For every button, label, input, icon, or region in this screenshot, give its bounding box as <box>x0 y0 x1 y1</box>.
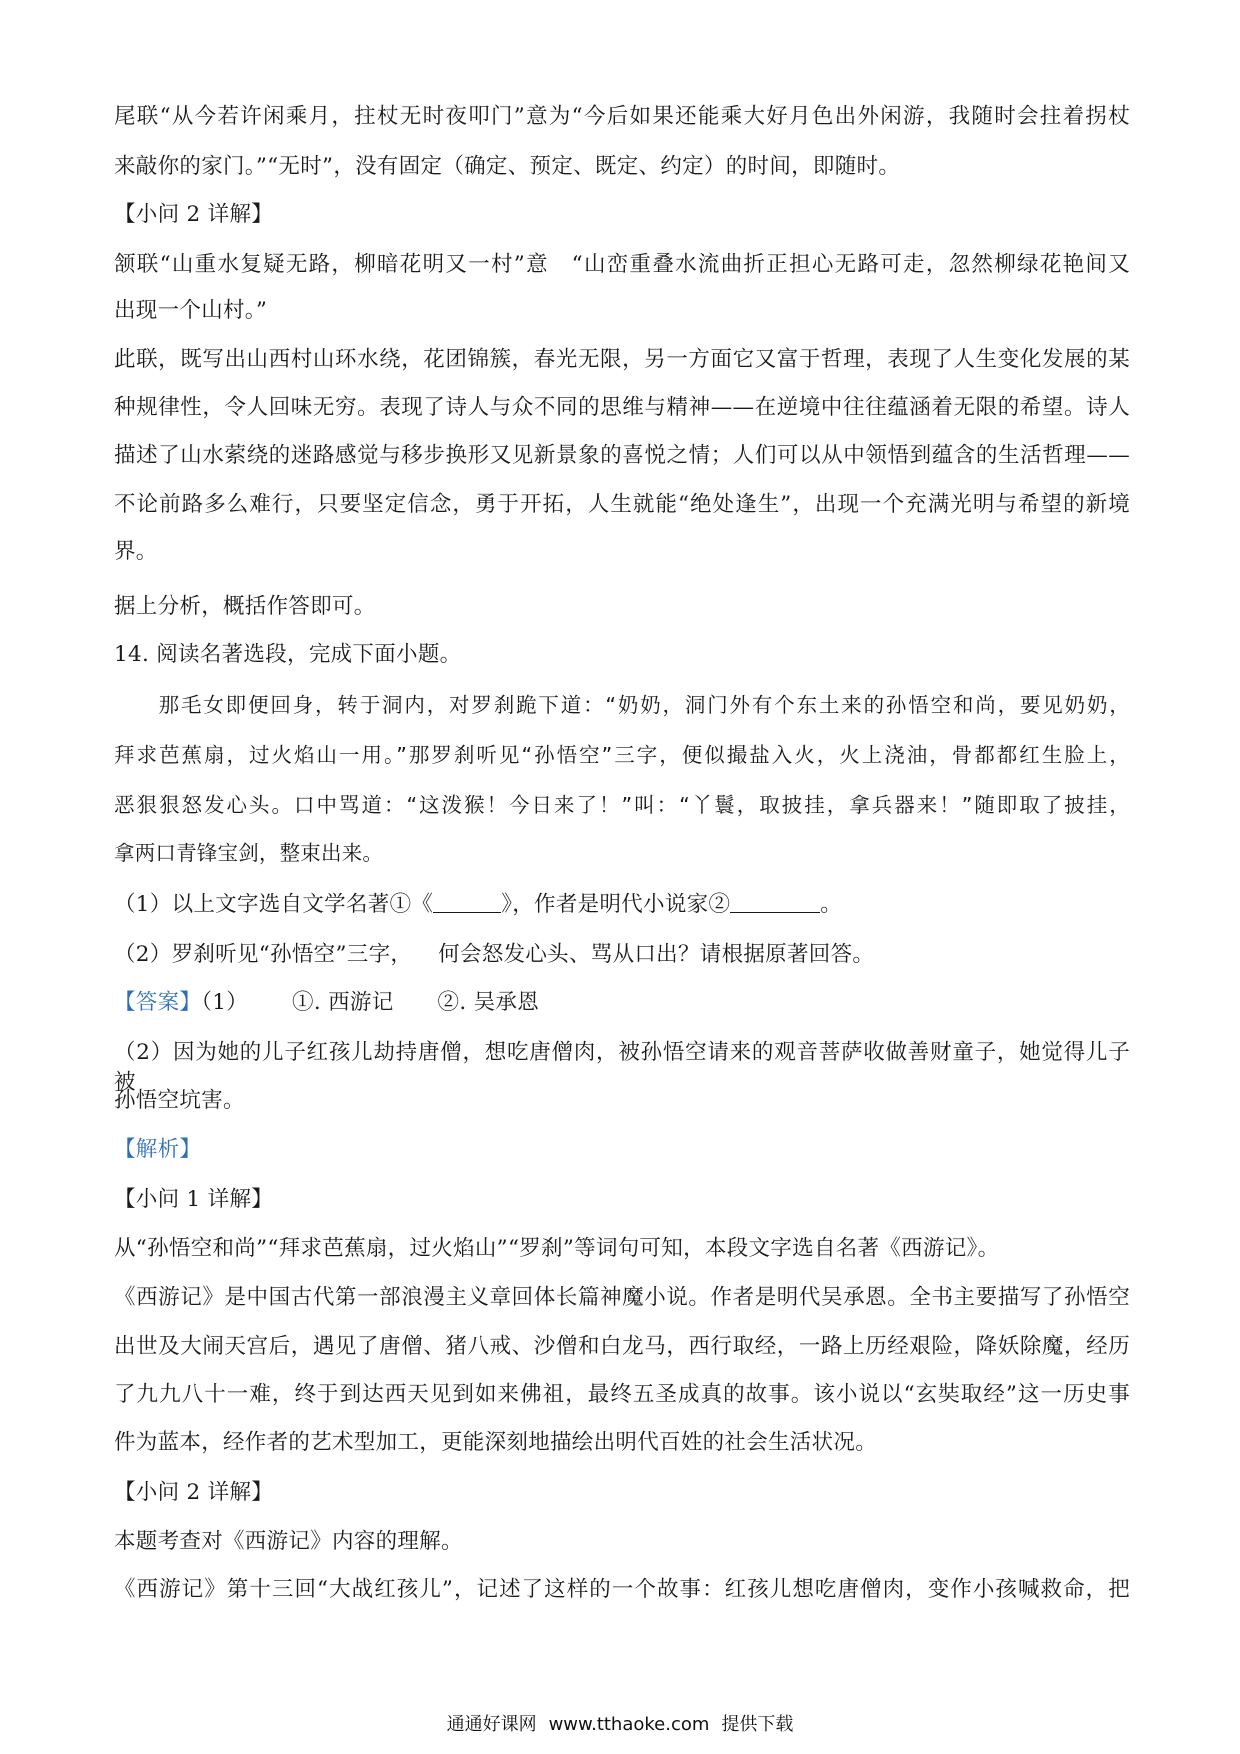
analysis-s2-line2: 出世及大闹天宫后，遇见了唐僧、猪八戒、沙僧和白龙马，西行取经，一路上历经艰险，降妖除魔，经历 <box>114 1334 1130 1359</box>
para2-line1: 颔联“山重水复疑无路，柳暗花明又一村”意 “山峦重叠水流曲折正担心无路可走，忽然柳绿花艳间又 <box>114 252 1130 277</box>
para3-line1: 此联，既写出山西村山环水绕，花团锦簇，春光无限，另一方面它又富于哲理，表现了人生变化发展的某 <box>114 347 1130 372</box>
para3-line4: 不论前路多么难行，只要坚定信念，勇于开拓，人生就能“绝处逢生”，出现一个充满光明与希望的新境 <box>114 492 1130 517</box>
analysis-s2-line4: 件为蓝本，经作者的艺术型加工，更能深刻地描绘出明代百姓的社会生活状况。 <box>114 1430 878 1455</box>
passage-line2: 拜求芭蕉扇，过火焰山一用。”那罗刹听见“孙悟空”三字，便似撮盐入火，火上浇油，骨都都红生脸上， <box>114 743 1130 767</box>
answer-option-2: ②. 吴承恩 <box>437 990 540 1015</box>
answer-option-1: ①. 西游记 <box>292 990 394 1015</box>
question-14-1 <box>114 890 1130 920</box>
answer-q2-line2: 孙悟空坑害。 <box>114 1088 245 1113</box>
question-14-2 <box>114 940 1130 970</box>
answer-q1-prefix: （1） <box>201 990 249 1015</box>
para3-line3: 描述了山水萦绕的迷路感觉与移步换形又见新景象的喜悦之情；人们可以从中领悟到蕴含的生活哲理—— <box>114 443 1130 468</box>
analysis-s1: 从“孙悟空和尚”“拜求芭蕉扇，过火焰山”“罗刹”等词句可知，本段文字选自名著《西游记》。 <box>114 1236 1000 1261</box>
passage-line4: 拿两口青锋宝剑，整束出来。 <box>114 841 384 865</box>
answer-label: 【答案】 <box>114 990 202 1015</box>
analysis-t1: 本题考查对《西游记》内容的理解。 <box>114 1529 463 1554</box>
analysis-label: 【解析】 <box>114 1137 202 1162</box>
footer-url[interactable]: www.tthaoke.com <box>548 1714 710 1735</box>
analysis-s2-line3: 了九九八十一难，终于到达西天见到如来佛祖，最终五圣成真的故事。该小说以“玄奘取经”这一历史事 <box>114 1382 1130 1407</box>
page-footer <box>0 1712 1240 1738</box>
footer-suffix: 提供下载 <box>721 1714 794 1735</box>
para1-line1: 尾联“从今若许闲乘月，拄杖无时夜叩门”意为“今后如果还能乘大好月色出外闲游，我随时会拄着拐杖 <box>114 104 1130 129</box>
answer-blank-1 <box>433 890 501 913</box>
analysis-t2: 《西游记》第十三回“大战红孩儿”，记述了这样的一个故事：红孩儿想吃唐僧肉，变作小孩喊救命，把 <box>114 1577 1130 1602</box>
q1-text-a: （1）以上文字选自文学名著①《 <box>114 892 434 917</box>
passage-line1: 那毛女即便回身，转于洞内，对罗刹跪下道：“奶奶，洞门外有个东土来的孙悟空和尚，要见奶奶， <box>114 693 1130 717</box>
answer-row <box>114 988 1130 1018</box>
answer-q2-line1: （2）因为她的儿子红孩儿劫持唐僧，想吃唐僧肉，被孙悟空请来的观音菩萨收做善财童子，她觉得儿子被 <box>114 1040 1130 1095</box>
para3-line2: 种规律性，令人回味无穷。表现了诗人与众不同的思维与精神——在逆境中往往蕴涵着无限的希望。诗人 <box>114 395 1130 420</box>
q2-text-a: （2）罗刹听见“孙悟空”三字， <box>114 942 413 967</box>
subquestion-2-heading-analysis: 【小问 2 详解】 <box>114 1480 274 1505</box>
footer-site-name: 通通好课网 <box>446 1714 537 1735</box>
para1-line2: 来敲你的家门。”“无时”，没有固定（确定、预定、既定、约定）的时间，即随时。 <box>114 154 901 179</box>
subquestion-2-heading: 【小问 2 详解】 <box>114 202 274 227</box>
q1-text-b: 》，作者是明代小说家② <box>501 892 731 917</box>
q1-text-c: 。 <box>820 892 843 917</box>
subquestion-1-heading: 【小问 1 详解】 <box>114 1187 274 1212</box>
para4: 据上分析，概括作答即可。 <box>114 594 376 619</box>
question-14-title: 14. 阅读名著选段，完成下面小题。 <box>114 642 462 667</box>
passage-line3: 恶狠狠怒发心头。口中骂道：“这泼猴！今日来了！”叫：“丫鬟，取披挂，拿兵器来！”随即取了披挂， <box>114 793 1130 817</box>
answer-blank-2 <box>730 890 820 913</box>
para3-line5: 界。 <box>114 539 158 564</box>
q2-text-b: 何会怒发心头、骂从口出？请根据原著回答。 <box>438 942 875 967</box>
para2-line2: 出现一个山村。” <box>114 298 268 323</box>
analysis-s2-line1: 《西游记》是中国古代第一部浪漫主义章回体长篇神魔小说。作者是明代吴承恩。全书主要描写了孙悟空 <box>114 1285 1130 1310</box>
